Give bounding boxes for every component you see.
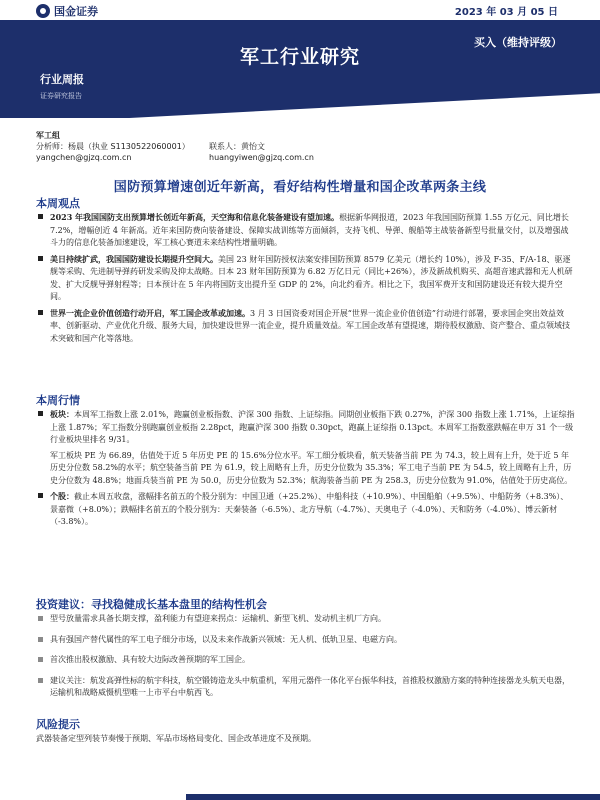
item-text: 本周军工指数上涨 2.01%，跑赢创业板指数、沪深 300 指数、上证综指。同期创业板指下跌 0.27%，沪深 300 指数上涨 1.71%，上证综指上涨 1.87%；军工指数分别跑赢创业板指 2.28pct，跑赢沪深 300 指数 0.30pct，跑赢上证综指 0.13pct。本周军工指数涨跌幅在申万 31 个一级行业板块里排名 9/31。 — [50, 410, 575, 444]
contact-email[interactable]: huangyiwen@gjzq.com.cn — [209, 153, 314, 162]
report-date: 2023 年 03 月 05 日 — [454, 7, 558, 18]
section-weekly-view: 本周观点 — [36, 197, 80, 210]
analyst-block — [36, 130, 576, 163]
investment-content — [36, 613, 576, 700]
weekly-view-content — [36, 211, 576, 345]
item-text: 具有强国产替代属性的军工电子细分市场，以及未来作战新兴领域：无人机、低轨卫星、电磁方向。 — [50, 634, 402, 644]
list-item — [36, 211, 576, 250]
list-item — [36, 450, 576, 488]
list-item — [36, 613, 576, 626]
list-item — [36, 634, 576, 647]
rating-badge: 买入（维持评级） — [474, 36, 562, 49]
analyst-email[interactable]: yangchen@gjzq.com.cn — [36, 153, 132, 162]
logo-mark-icon — [36, 4, 50, 18]
industry-title: 军工行业研究 — [239, 46, 360, 68]
report-subtype: 证券研究报告 — [40, 92, 82, 100]
contact-name: 联系人：黄怡文 — [209, 142, 265, 151]
item-text: 美国 23 财年国防授权法案安排国防预算 8579 亿美元（增长约 10%），涉及 F-35、F/A-18、驱逐舰等采购、先进制导弹药研发采购及抑太战略。日本 23 财年国防预算为 6.82 万亿日元（同比+26%），涉及新战机购买、高超音速武器和无人机研发、扩大反舰导弹射程等；日本预计在 5 年内将国防支出提升至 GDP 的 2%，向北约看齐。相比之下，我国军费开支和国防建设还有较大提升空间。 — [50, 254, 573, 301]
item-lead: 板块： — [50, 409, 74, 419]
item-text: 根据新华网报道，2023 年我国国防预算 1.55 万亿元、同比增长 7.2%，增幅创近 4 年新高。近年来国防费向装备建设、保障实战训练等方面倾斜，支持飞机、导弹、舰船等主战装备新型号批量交付，以及增强战斗力的信息化装备加速建设，军工核心赛道未来结构性增量明确。 — [50, 213, 569, 247]
list-item — [36, 307, 576, 346]
list-item — [36, 654, 576, 667]
item-lead: 个股： — [50, 491, 74, 501]
list-item — [36, 408, 576, 447]
analyst-name: 分析师：杨晨（执业 S1130522060001） — [36, 142, 190, 151]
item-lead: 世界一流企业价值创造行动开启，军工国企改革或加速。 — [50, 307, 250, 318]
section-investment: 投资建议：寻找稳健成长基本盘里的结构性机会 — [36, 598, 267, 611]
list-item — [36, 490, 576, 529]
team-name: 军工组 — [36, 131, 60, 140]
item-text: 军工板块 PE 为 66.89，估值处于近 5 年历史 PE 的 15.6%分位水平。军工细分板块看，航天装备当前 PE 为 74.3，较上周有上升，处于近 5 年历史分位数 58.2%的水平；航空装备当前 PE 为 61.9，较上周略有上升，历史分位数为 35.3%；军工电子当前 PE 为 54.5，较上周略有上升，历史分位数为 48.8%；地面兵装当前 PE 为 50.0，历史分位数为 52.3%；航海装备当前 PE 为 258.3，历史分位数为 91.0%，估值处于历史高位。 — [50, 450, 573, 485]
item-text: 首次推出股权激励、具有较大边际改善预期的军工国企。 — [50, 655, 250, 664]
risk-text: 武器装备定型列装节奏慢于预期、军品市场格局变化、国企改革进度不及预期。 — [36, 734, 316, 743]
list-item — [36, 675, 576, 700]
list-item — [36, 253, 576, 304]
section-weekly-market: 本周行情 — [36, 394, 80, 407]
logo-text: 国金证券 — [54, 5, 98, 18]
report-header — [0, 0, 600, 118]
report-main-title: 国防预算增速创近年新高，看好结构性增量和国企改革两条主线 — [113, 180, 487, 195]
item-lead: 美日持续扩武，我国国防建设长期提升空间大。 — [50, 253, 218, 264]
item-lead: 2023 年我国国防支出预算增长创近年新高，天空海和信息化装备建设有望加速。 — [50, 212, 340, 222]
item-text: 3 月 3 日国资委对国企开展“世界一流企业价值创造”行动进行部署，要求国企突出效益效率、创新驱动、产业优化升级、服务大局，加快建设世界一流企业，提升质量效益。军工国企改革有望提速，期待股权激励、资产整合、重点领域技术突破和国产化等落地。 — [50, 308, 570, 343]
section-risk: 风险提示 — [36, 718, 80, 731]
item-text: 型号放量需求具备长期支撑，盈利能力有望迎来拐点：运输机、新型飞机、发动机主机厂方向。 — [50, 614, 386, 623]
footer-strip — [186, 794, 600, 800]
broker-logo — [36, 3, 98, 19]
item-text: 截止本周五收盘，涨幅排名前五的个股分别为：中国卫通（+25.2%）、中船科技（+10.9%）、中国船舶（+9.5%）、中船防务（+8.3%）、景嘉微（+8.0%）；跌幅排名前五的个股分别为：天秦装备（-6.5%）、北方导航（-4.7%）、天奥电子（-4.0%）、天和防务（-4.0%）、博云新材（-3.8%）。 — [50, 492, 569, 526]
report-type: 行业周报 — [40, 73, 84, 86]
risk-content — [36, 733, 576, 746]
item-text: 建议关注：航发高弹性标的航宇科技，航空锻铸造龙头中航重机，军用元器件一体化平台振华科技，首推股权激励方案的特种连接器龙头航天电器，运输机和战略威慑机型唯一上市平台中航西飞。 — [50, 675, 570, 697]
weekly-market-content — [36, 408, 576, 529]
